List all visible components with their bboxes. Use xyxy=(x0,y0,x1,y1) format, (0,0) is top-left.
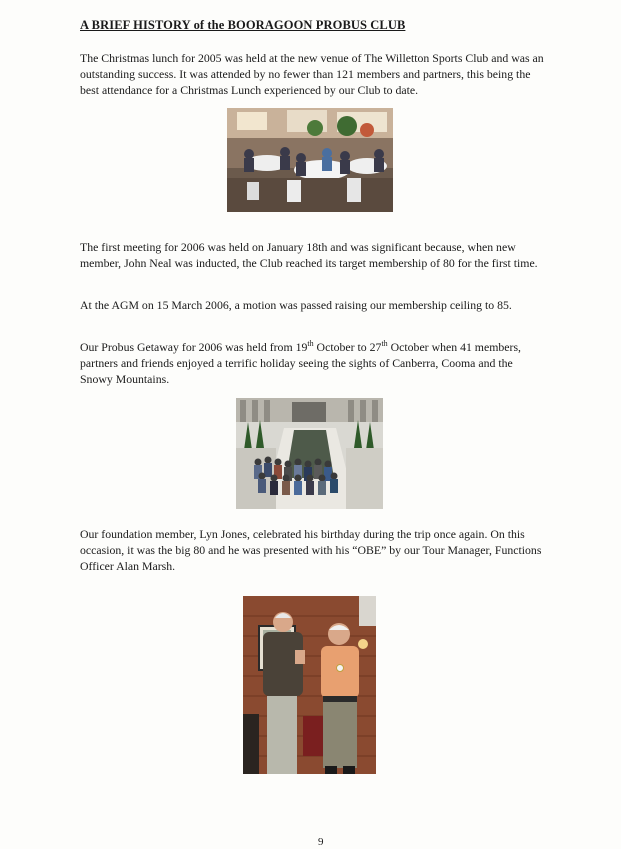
getaway-text-3: October when 41 members, partners and friends enjoyed a terrific holiday seeing the sights of Canberra, Cooma and the Snowy Mountains. xyxy=(80,340,522,386)
getaway-sup-2: th xyxy=(381,339,388,349)
christmas-lunch-photo xyxy=(227,108,393,212)
paragraph-agm: At the AGM on 15 March 2006, a motion was passed raising our membership ceiling to 85. xyxy=(80,298,512,312)
getaway-text-2: October to 27 xyxy=(313,340,382,354)
getaway-sup-1: th xyxy=(307,339,314,349)
getaway-text-1: Our Probus Getaway for 2006 was held from 19 xyxy=(80,340,308,354)
paragraph-christmas-lunch: The Christmas lunch for 2005 was held at the new venue of The Willetton Sports Club and was an outstanding success. It was attended by no fewer than 121 members and partners, this being the best attendance for a Christmas Lunch experienced by our Club to date. xyxy=(80,51,544,97)
paragraph-first-meeting: The first meeting for 2006 was held on January 18th and was significant because, when new member, John Neal was inducted, the Club reached its target membership of 80 for the first time. xyxy=(80,240,538,270)
page-number: 9 xyxy=(318,836,324,848)
obe-presentation-photo xyxy=(243,596,376,774)
getaway-group-photo xyxy=(236,398,383,509)
paragraph-getaway xyxy=(80,339,545,387)
paragraph-birthday: Our foundation member, Lyn Jones, celebrated his birthday during the trip once again. On this occasion, it was the big 80 and he was presented with his “OBE” by our Tour Manager, Functions Officer Alan Marsh. xyxy=(80,527,542,573)
document-title: A BRIEF HISTORY of the BOORAGOON PROBUS CLUB xyxy=(80,18,406,32)
